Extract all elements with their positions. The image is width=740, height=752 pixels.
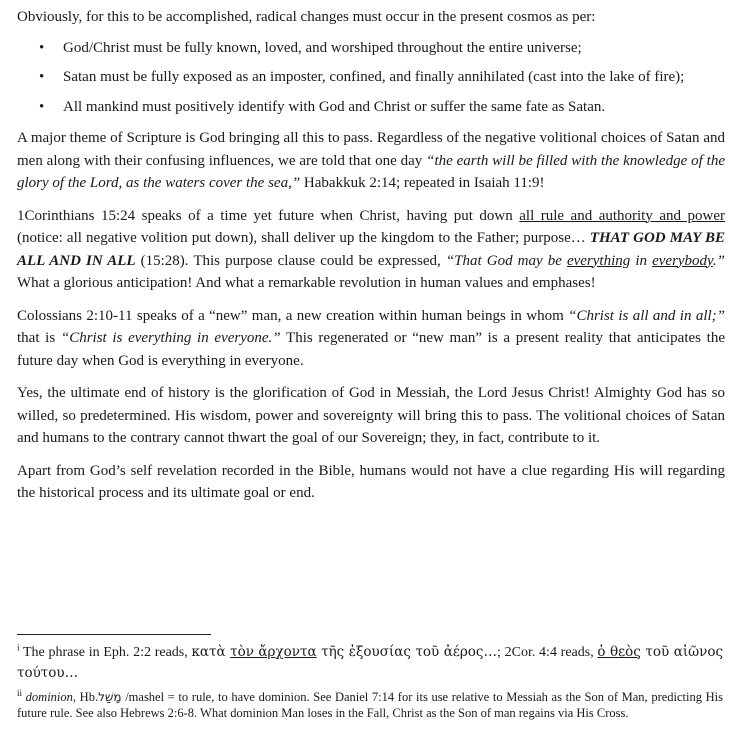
bullet-icon: • xyxy=(39,98,45,115)
quotation: .” xyxy=(712,252,725,269)
footnote-term: dominion xyxy=(25,690,73,704)
paragraph-revelation: Apart from God’s self revelation recorded in the Bible, humans would not have a clue regarding His will regarding the historical process and its ultimate goal or end. xyxy=(17,462,725,501)
footnote-marker: i xyxy=(17,642,20,653)
footnote-divider xyxy=(17,634,211,635)
text-run: 1Corinthians 15:24 speaks of a time yet future when Christ, having put down xyxy=(17,207,520,224)
paragraph-colossians xyxy=(17,305,725,373)
paragraph-scripture-theme xyxy=(17,127,725,195)
footnote-marker: ii xyxy=(17,687,23,698)
quotation: “Christ is everything in everyone.” xyxy=(60,330,281,346)
text-run: /mashel = to rule, to have dominion. See Daniel 7:14 for its use relative to Messiah as the Son of Man, predicting His future rule. See also Hebrews 2:6-8. What dominion Man loses in the Fall, Christ as the Son of man regains via His Cross. xyxy=(17,690,724,720)
underlined-word: everything xyxy=(566,252,631,269)
text-run: , Hb. xyxy=(72,690,99,704)
text-run: The phrase in Eph. 2:2 reads, xyxy=(19,645,192,660)
greek-text: κατὰ xyxy=(191,644,231,660)
footnote-2 xyxy=(17,689,723,721)
text-run: This regenerated or “new man” is a present reality that anticipates the future day when God is everything in everyone. xyxy=(17,330,726,369)
bullet-item xyxy=(17,66,725,89)
text-run: (15:28). This purpose clause could be expressed, xyxy=(135,252,446,269)
emphasis-phrase: THAT GOD MAY BE ALL AND IN ALL xyxy=(17,230,725,269)
quotation: in xyxy=(630,252,653,269)
underlined-word: everybody xyxy=(652,252,713,269)
paragraph-corinthians xyxy=(17,205,725,295)
quotation: “Christ is all and in all;” xyxy=(568,307,725,324)
bullet-text: All mankind must positively identify with God and Christ or suffer the same fate as Satan. xyxy=(63,98,606,115)
bullet-item xyxy=(17,96,725,119)
text-run: ; 2Cor. 4:4 reads, xyxy=(497,645,598,660)
bullet-item xyxy=(17,37,725,60)
bullet-text: Satan must be fully exposed as an imposter, confined, and finally annihilated (cast into the lake of fire); xyxy=(63,69,685,85)
quotation: “That God may be xyxy=(445,252,567,269)
bullet-list xyxy=(17,37,725,119)
text-run: Habakkuk 2:14; repeated in Isaiah 11:9! xyxy=(300,175,545,191)
paragraph-history-end: Yes, the ultimate end of history is the glorification of God in Messiah, the Lord Jesus Christ! Almighty God has so willed, so predetermined. His wisdom, power and sovereignty will bring this to pass. The volitional choices of Satan and humans to the contrary cannot thwart the goal of our Sovereign; they, in fact, contribute to it. xyxy=(17,385,725,446)
document-body xyxy=(17,6,725,515)
greek-underlined: ὁ θεὸς xyxy=(597,644,641,660)
text-run: A major theme of Scripture is God bringing all this to pass. Regardless of the negative volitional choices of Satan and men along with their confusing influences, we are told that one day xyxy=(17,130,725,169)
greek-text: τῆς ἐξουσίας τοῦ ἀέρος… xyxy=(316,644,497,660)
bullet-text: God/Christ must be fully known, loved, and worshiped throughout the entire universe; xyxy=(63,39,582,56)
text-run: What a glorious anticipation! And what a remarkable revolution in human values and emphases! xyxy=(17,275,596,291)
greek-underlined: τὸν ἄρχοντα xyxy=(230,644,317,660)
intro-paragraph: Obviously, for this to be accomplished, radical changes must occur in the present cosmos as per: xyxy=(17,9,596,25)
text-run: (notice: all negative volition put down), shall deliver up the kingdom to the Father; purpose… xyxy=(17,230,590,246)
text-run: Colossians 2:10-11 speaks of a “new” man, a new creation within human beings in whom xyxy=(17,307,569,324)
text-run: that is xyxy=(17,330,61,346)
greek-text: τοῦ αἰῶνος τούτου… xyxy=(17,644,724,681)
footnote-1 xyxy=(17,642,723,684)
bullet-icon: • xyxy=(39,69,45,85)
underlined-phrase: all rule and authority and power xyxy=(519,207,725,224)
bullet-icon: • xyxy=(39,39,45,56)
quotation: “the earth will be filled with the knowledge of the glory of the Lord, as the waters cover the sea,” xyxy=(17,152,725,191)
hebrew-text: מָשַׁל xyxy=(98,690,122,704)
